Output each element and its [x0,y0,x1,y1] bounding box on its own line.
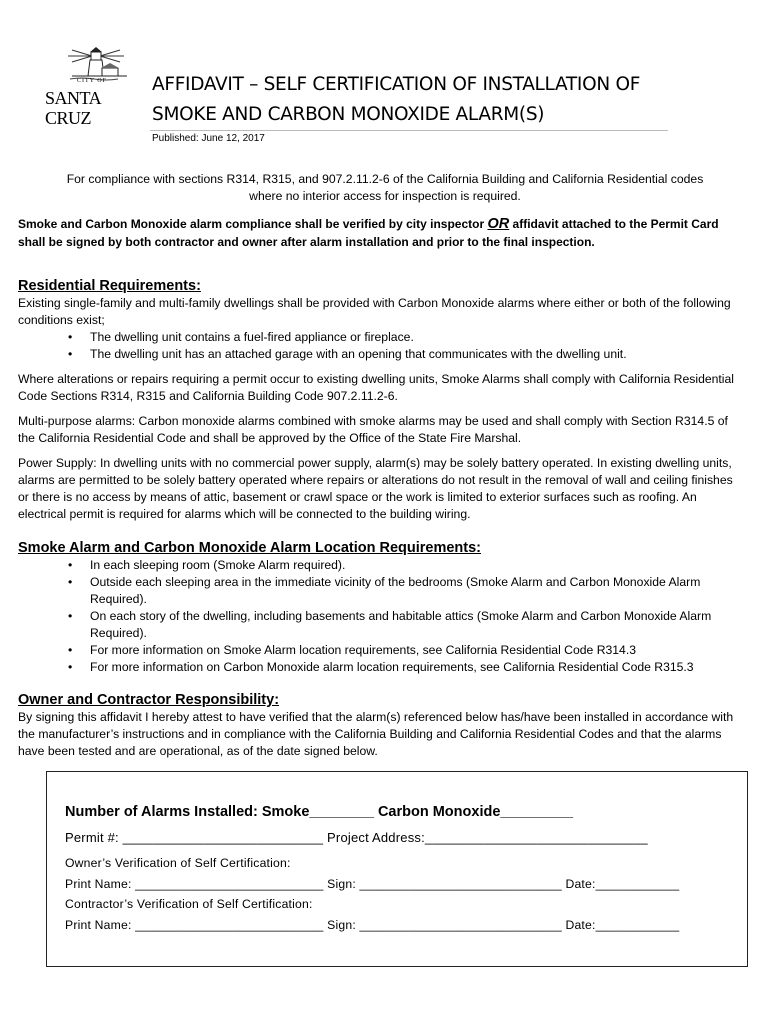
contractor-verification-heading: Contractor’s Verification of Self Certification: [65,897,313,911]
notice-or: OR [487,216,510,232]
location-heading: Smoke Alarm and Carbon Monoxide Alarm Location Requirements: [18,540,482,556]
published-date: Published: June 12, 2017 [152,133,265,144]
multipurpose-paragraph: Multi-purpose alarms: Carbon monoxide alarms combined with smoke alarms may be used and shall comply with Section R314.5 of the California Residential Code and shall be approved by the Office of the State Fire Marshal. [18,414,728,445]
list-item: • For more information on Carbon Monoxide alarm location requirements, see California Residential Code R315.3 [18,659,738,676]
residential-intro: Existing single-family and multi-family dwellings shall be provided with Carbon Monoxide alarms where either or both of the following conditions exist; [18,296,731,327]
compliance-line-1: For compliance with sections R314, R315, and 907.2.11.2-6 of the California Building and California Residential codes [66,172,704,186]
alterations-paragraph: Where alterations or repairs requiring a permit occur to existing dwelling units, Smoke Alarms shall comply with California Residential Code Sections R314, R315 and California Building Code 907.2.11.2-6. [18,372,734,403]
residential-conditions-list [18,329,738,363]
location-requirements-list [18,557,738,676]
owner-signature-field[interactable]: Print Name: ___________________________ Sign: _____________________________ Date:____________ [65,877,680,891]
responsibility-heading: Owner and Contractor Responsibility: [18,692,280,708]
list-item: • The dwelling unit has an attached garage with an opening that communicates with the dwelling unit. [18,346,738,363]
responsibility-text: By signing this affidavit I hereby attest to have verified that the alarm(s) referenced below has/have been installed in accordance with the manufacturer’s instructions and in compliance with the California Building and California Residential Codes and that the alarms have been tested and are operational, as of the date signed below. [18,710,734,758]
notice-text-start: Smoke and Carbon Monoxide alarm compliance shall be verified by city inspector [18,217,488,231]
logo-name: SANTA CRUZ [45,88,101,128]
responsibility-section [18,692,738,760]
compliance-line-2: where no interior access for inspection is required. [249,189,521,203]
contractor-signature-field[interactable]: Print Name: ___________________________ Sign: _____________________________ Date:____________ [65,918,680,932]
logo-city-text: CITY OF [77,78,107,84]
title-line-2: SMOKE AND CARBON MONOXIDE ALARM(S) [152,104,545,125]
residential-heading: Residential Requirements: [18,278,201,294]
verification-notice [18,216,738,251]
page-title [152,70,712,130]
power-supply-paragraph: Power Supply: In dwelling units with no commercial power supply, alarm(s) may be solely battery operated. In existing dwelling units, alarms are permitted to be solely battery operated where repairs or alterations do not result in the removal of wall and ceiling finishes or there is no access by means of attic, basement or crawl space or the work is limited to exterior surfaces such as roofing. An electrical permit is required for alarms which will be connected to the building wiring. [18,456,733,521]
alarms-installed-field[interactable]: Number of Alarms Installed: Smoke________ Carbon Monoxide_________ [65,804,573,820]
location-requirements-section [18,540,738,676]
city-logo [42,44,142,128]
permit-address-field[interactable]: Permit #: ___________________________ Project Address:______________________________ [65,830,648,845]
list-item: • On each story of the dwelling, including basements and habitable attics (Smoke Alarm and Carbon Monoxide Alarm Required). [18,608,738,642]
compliance-statement [40,171,730,205]
residential-requirements-section [18,278,738,523]
list-item: • Outside each sleeping area in the immediate vicinity of the bedrooms (Smoke Alarm and Carbon Monoxide Alarm Required). [18,574,738,608]
list-item: • In each sleeping room (Smoke Alarm required). [18,557,738,574]
list-item: • The dwelling unit contains a fuel-fired appliance or fireplace. [18,329,738,346]
title-line-1: AFFIDAVIT – SELF CERTIFICATION OF INSTALLATION OF [152,74,641,95]
owner-verification-heading: Owner’s Verification of Self Certification: [65,856,291,870]
list-item: • For more information on Smoke Alarm location requirements, see California Residential Code R314.3 [18,642,738,659]
notice-text-end: affidavit attached to the Permit Card shall be signed by both contractor and owner after alarm installation and prior to the final inspection. [18,217,719,249]
certification-form [46,771,748,967]
title-divider [150,130,668,131]
